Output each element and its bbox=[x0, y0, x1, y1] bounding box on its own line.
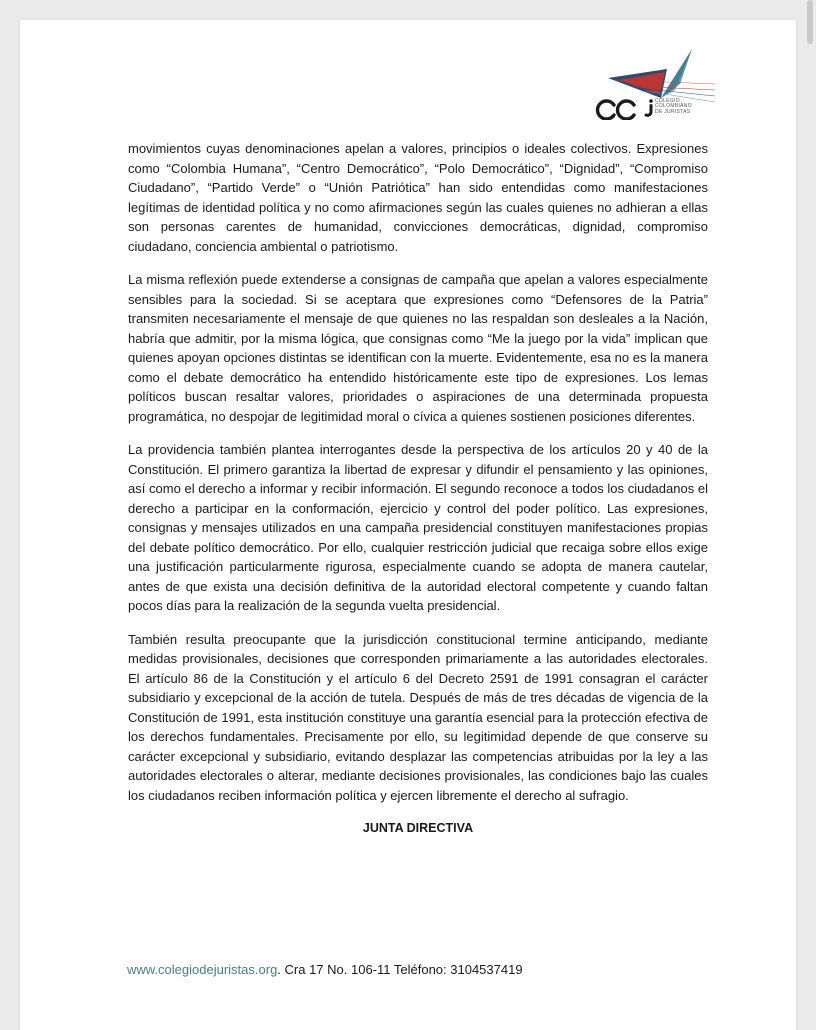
paragraph: También resulta preocupante que la jurisdicción constitucional termine anticipando, mediante medidas provisionales, decisiones que corresponden primariamente a las autoridades electorales. El artículo 86 de la Constitución y el artículo 6 del Decreto 2591 de 1991 consagran el carácter subsidiario y excepcional de la acción de tutela. Después de más de tres décadas de vigencia de la Constitución de 1991, esta institución constituye una garantía esencial para la protección efectiva de los derechos fundamentales. Precisamente por ello, su legitimidad depende de que conserve su carácter excepcional y subsidiario, evitando desplazar las competencias atribuidas por la ley a las autoridades electorales o alterar, mediante decisiones provisionales, las condiciones bajo las cuales los ciudadanos reciben información política y ejercen libremente el derecho al sufragio. bbox=[128, 631, 708, 803]
logo-caption-line: DE JURISTAS bbox=[655, 108, 691, 115]
footer bbox=[127, 962, 523, 977]
ccj-logo bbox=[575, 28, 725, 120]
logo-caption-line: COLOMBIANO bbox=[655, 103, 692, 110]
paragraph: La misma reflexión puede extenderse a consignas de campaña que apelan a valores especialmente sensibles para la sociedad. Si se aceptara que expresiones como “Defensores de la Patria” transmiten necesariamente el mensaje de que quienes no las respaldan son desleales a la Nación, habría que admitir, por la misma lógica, que consignas como “Me la juego por la vida” implican que quienes apoyan opciones distintas se identifican con la muerte. Evidentemente, esa no es la manera como el debate democrático ha entendido históricamente este tipo de expresiones. Los lemas políticos buscan resaltar valores, prioridades o aspiraciones de una determinada propuesta programática, no despojar de legitimidad moral o cívica a quienes sostienen posiciones diferentes. bbox=[128, 272, 708, 424]
paragraph: La providencia también plantea interrogantes desde la perspectiva de los artículos 20 y 40 de la Constitución. El primero garantiza la libertad de expresar y difundir el pensamiento y las opiniones, así como el derecho a informar y recibir información. El segundo reconoce a todos los ciudadanos el derecho a participar en la conformación, ejercicio y control del poder político. Las expresiones, consignas y mensajes utilizados en una campaña presidencial constituyen manifestaciones propias del debate político democrático. Por ello, cualquier restricción judicial que recaiga sobre ellos exige una justificación particularmente rigurosa, especialmente cuando se adopta de manera cautelar, antes de que exista una decisión definitiva de la autoridad electoral competente y cuando faltan pocos días para la realización de la segunda vuelta presidencial. bbox=[128, 442, 708, 613]
website-link[interactable]: www.colegiodejuristas.org bbox=[127, 962, 278, 977]
document-body bbox=[128, 139, 708, 839]
footer-address: . Cra 17 No. 106-11 Teléfono: 3104537419 bbox=[277, 962, 523, 977]
document-page bbox=[20, 20, 796, 1030]
logo-caption-line: COLEGIO bbox=[655, 98, 680, 104]
scrollbar[interactable] bbox=[807, 0, 813, 44]
signature: JUNTA DIRECTIVA bbox=[362, 821, 474, 835]
logo-caption bbox=[655, 99, 692, 115]
paragraph: movimientos cuyas denominaciones apelan a valores, principios o ideales colectivos. Expresiones como “Colombia Humana”, “Centro Democrático”, “Polo Democrático”, “Dignidad”, “Compromiso Ciudadano”, “Partido Verde” o “Unión Patriótica” han sido entendidas como manifestaciones legítimas de identidad política y no como afirmaciones según las cuales quienes no adhieran a ellas son personas carentes de humanidad, convicciones democráticas, dignidad, compromiso ciudadano, conciencia ambiental o patriotismo. bbox=[128, 141, 708, 254]
